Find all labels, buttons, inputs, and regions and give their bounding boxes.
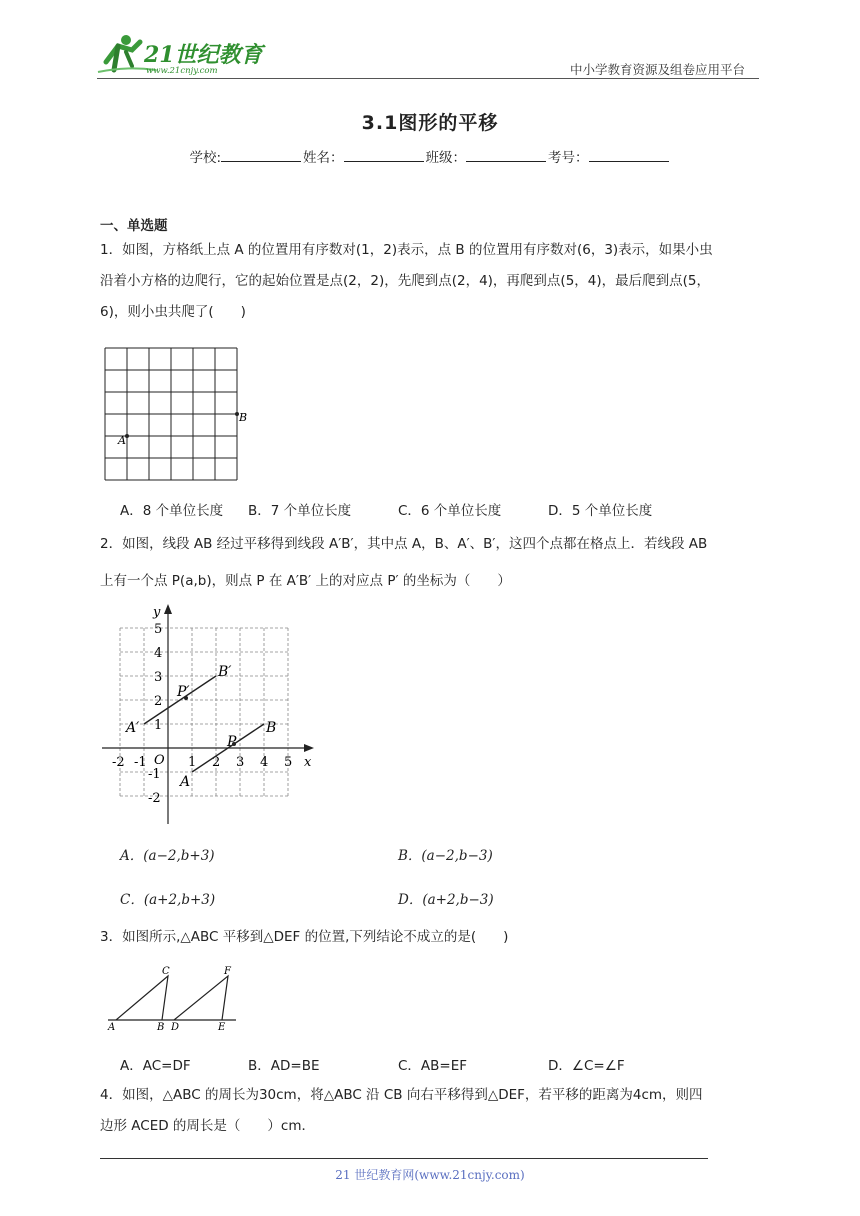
question-2-text [100, 529, 764, 597]
svg-text:2: 2 [212, 755, 221, 770]
q3-triangles-figure [104, 962, 244, 1036]
q1-line: 1．如图，方格纸上点 A 的位置用有序数对(1，2)表示，点 B 的位置用有序数对(6，3)表示，如果小虫 [100, 242, 713, 258]
y-arrow-icon [164, 604, 172, 614]
q4-line: 4．如图，△ABC 的周长为30cm，将△ABC 沿 CB 向右平移得到△DEF，若平移的距离为4cm，则四 [100, 1087, 703, 1103]
q2-coordinate-graph [98, 600, 323, 830]
label-a: A [180, 774, 191, 790]
footer-text[interactable]: 21 世纪教育网(www.21cnjy.com) [335, 1168, 525, 1182]
q3-option-d[interactable]: D．∠C=∠F [548, 1058, 625, 1074]
section-heading: 一、单选题 [100, 218, 168, 234]
svg-text:-1: -1 [134, 755, 147, 770]
label-b: B [266, 720, 277, 736]
label-e: E [218, 1022, 226, 1033]
svg-text:3: 3 [236, 755, 245, 770]
svg-text:4: 4 [260, 755, 269, 770]
svg-text:5: 5 [284, 755, 293, 770]
label-p-prime: P′ [177, 684, 190, 700]
q1-option-d[interactable]: D．5 个单位长度 [548, 503, 653, 519]
question-1-text [100, 235, 764, 328]
school-blank [221, 149, 301, 162]
name-blank [344, 149, 424, 162]
label-b-prime: B′ [218, 664, 232, 680]
label-a: A [108, 1022, 116, 1033]
svg-text:-2: -2 [112, 755, 125, 770]
label-a-prime: A′ [126, 720, 140, 736]
class-blank [466, 149, 546, 162]
q1-option-b[interactable]: B．7 个单位长度 [248, 503, 352, 519]
label-b: B [239, 411, 248, 424]
exam-no-blank [589, 149, 669, 162]
label-b: B [157, 1022, 165, 1033]
origin-label: O [154, 753, 165, 768]
q1-line: 沿着小方格的边爬行，它的起始位置是点(2，2)，先爬到点(2，4)，再爬到点(5，4)，最后爬到点(5， [100, 273, 710, 289]
q2-line: 上有一个点 P(a,b)，则点 P 在 A′B′ 上的对应点 P′ 的坐标为（ ） [100, 573, 511, 589]
logo-url: www.21cnjy.com [146, 66, 218, 76]
exam-no-label: 考号： [548, 150, 589, 166]
q2-option-b[interactable]: B．(a−2,b−3) [398, 848, 493, 864]
q1-option-c[interactable]: C．6 个单位长度 [398, 503, 502, 519]
svg-text:4: 4 [154, 646, 163, 661]
svg-text:-1: -1 [148, 767, 161, 782]
platform-name: 中小学教育资源及组卷应用平台 [570, 62, 746, 77]
label-c: C [162, 966, 170, 977]
page-title: 3.1图形的平移 [361, 112, 499, 134]
site-logo [96, 32, 266, 76]
q1-grid-figure [100, 343, 250, 483]
svg-text:-2: -2 [148, 791, 161, 806]
label-d: D [171, 1022, 180, 1033]
footer-divider [100, 1158, 708, 1159]
name-label: 姓名： [303, 150, 344, 166]
question-4-text [100, 1080, 764, 1142]
q4-line: 边形 ACED 的周长是（ ）cm． [100, 1118, 316, 1134]
q2-option-c[interactable]: C．(a+2,b+3) [120, 892, 216, 908]
svg-text:5: 5 [154, 622, 163, 637]
q3-option-a[interactable]: A．AC=DF [120, 1058, 191, 1074]
q3-option-b[interactable]: B．AD=BE [248, 1058, 320, 1074]
x-label: x [304, 755, 312, 770]
y-label: y [153, 605, 161, 620]
svg-text:2: 2 [154, 694, 163, 709]
q3-option-c[interactable]: C．AB=EF [398, 1058, 468, 1074]
q1-option-a[interactable]: A．8 个单位长度 [120, 503, 224, 519]
svg-text:1: 1 [188, 755, 197, 770]
q2-line: 2．如图，线段 AB 经过平移得到线段 A′B′，其中点 A，B、A′、B′，这四个点都在格点上．若线段 AB [100, 536, 708, 552]
x-arrow-icon [304, 744, 314, 752]
q2-option-d[interactable]: D．(a+2,b−3) [398, 892, 494, 908]
school-label: 学校: [189, 150, 222, 166]
svg-text:3: 3 [154, 670, 163, 685]
q2-option-a[interactable]: A．(a−2,b+3) [120, 848, 215, 864]
student-info [0, 146, 860, 166]
question-3-text: 3．如图所示,△ABC 平移到△DEF 的位置,下列结论不成立的是( ) [100, 929, 509, 945]
svg-text:1: 1 [154, 718, 163, 733]
q1-line: 6)，则小虫共爬了( ) [100, 304, 246, 320]
header-divider [97, 78, 759, 79]
label-p: P [227, 734, 237, 750]
label-f: F [224, 966, 231, 977]
logo-text: 21世纪教育 [144, 42, 263, 68]
label-a: A [118, 434, 126, 447]
x-tick-labels [112, 755, 292, 770]
class-label: 班级： [425, 150, 467, 166]
